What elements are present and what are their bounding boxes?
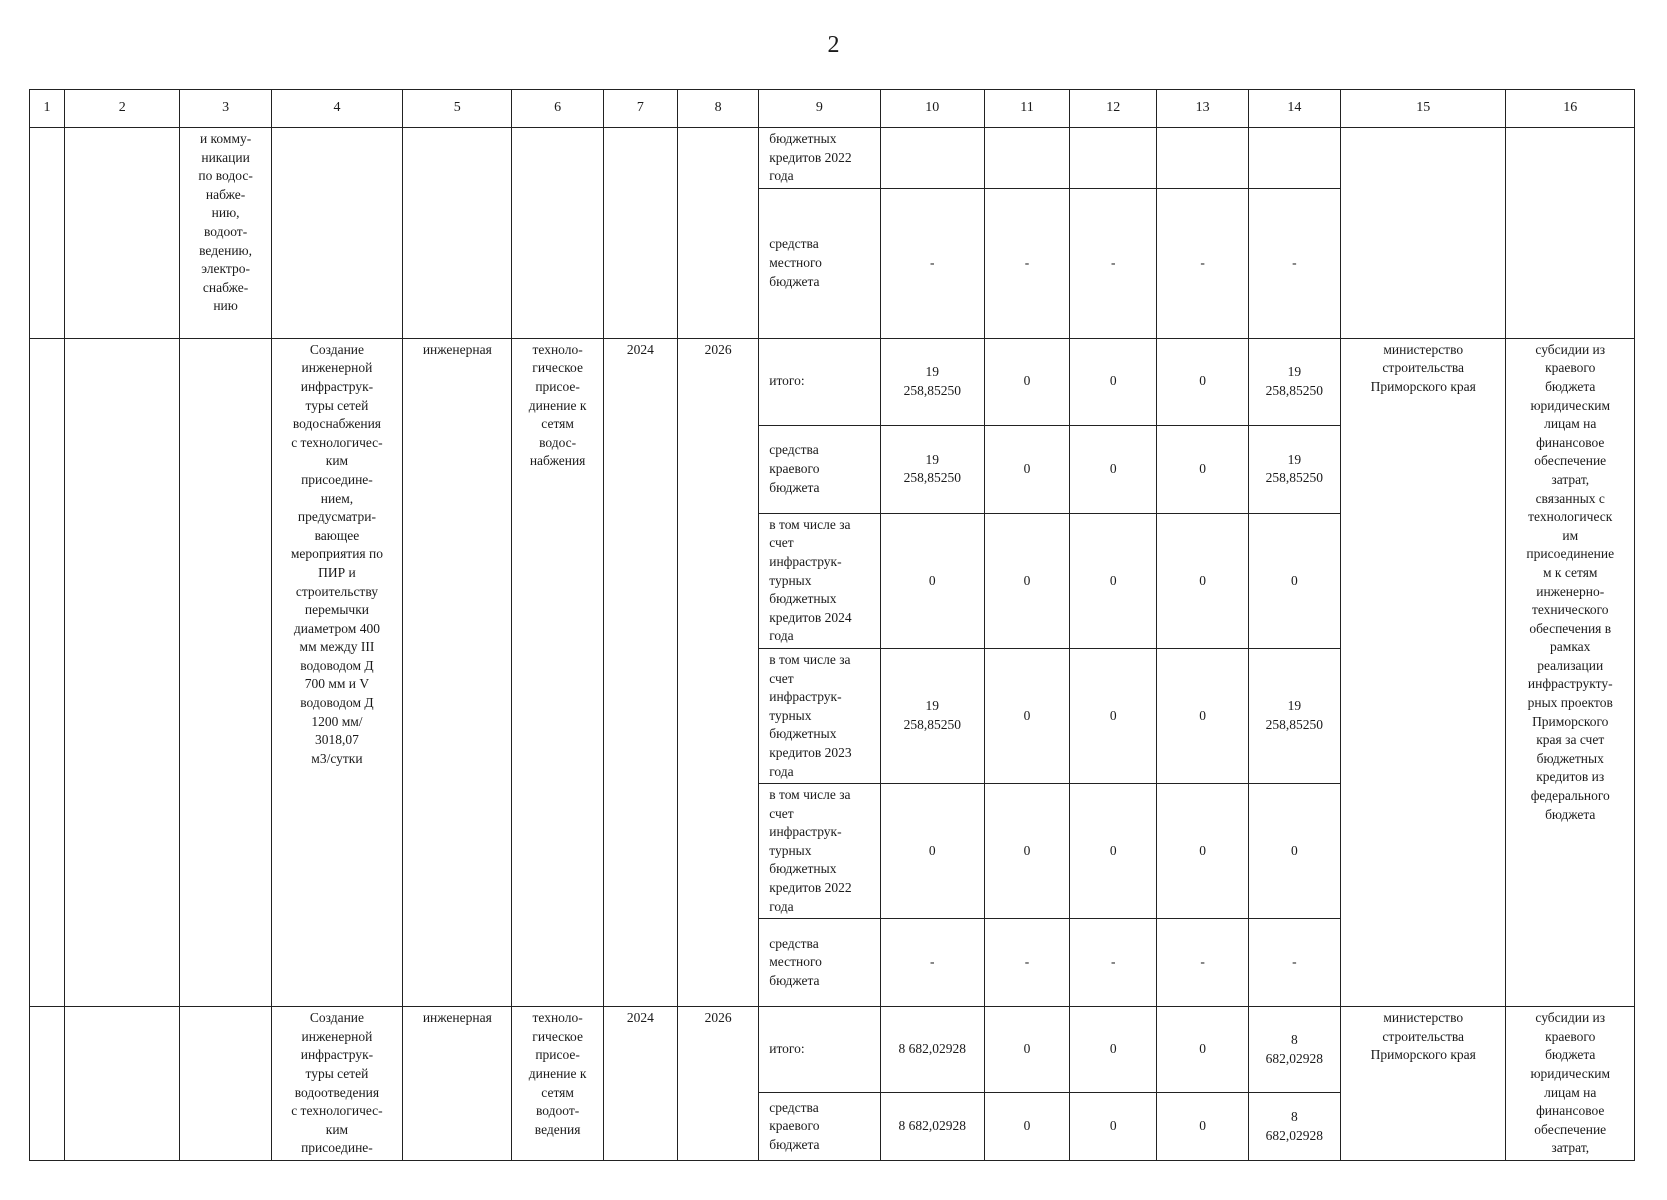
column-number: 13 — [1157, 90, 1248, 128]
column-number: 7 — [603, 90, 677, 128]
column-number: 1 — [30, 90, 65, 128]
object-name-continuation: и комму- никации по водос- набже- нию, водоот- ведению, электро- снабже- нию — [180, 128, 271, 339]
column-number: 14 — [1248, 90, 1340, 128]
cell-empty — [512, 128, 603, 339]
column-number: 11 — [984, 90, 1069, 128]
table-row — [30, 338, 1635, 425]
value-cell: 0 — [1248, 513, 1340, 648]
value-cell: - — [984, 188, 1069, 338]
value-cell: 0 — [984, 513, 1069, 648]
funding-source: средства краевого бюджета — [759, 425, 880, 513]
funding-source: бюджетных кредитов 2022 года — [759, 128, 880, 189]
value-cell: 0 — [984, 648, 1069, 783]
object-name: Создание инженерной инфраструк- туры сетей водоснабжения с технологичес- ким присоедине- нием, предусматри- вающее мероприятия по ПИР и строительству перемычки диаметром 400 мм между III водоводом Д 700 мм и V водоводом Д 1200 мм/ 3018,07 м3/сутки — [271, 338, 402, 1006]
value-cell: 19 258,85250 — [1248, 338, 1340, 425]
value-cell: 0 — [1070, 648, 1157, 783]
funding-source: итого: — [759, 338, 880, 425]
value-cell: 19 258,85250 — [1248, 425, 1340, 513]
value-cell: 0 — [984, 1007, 1069, 1093]
value-cell: 19 258,85250 — [880, 425, 984, 513]
cell-empty — [65, 338, 180, 1006]
value-cell: 0 — [1070, 513, 1157, 648]
value-cell: 19 258,85250 — [1248, 648, 1340, 783]
cell-empty — [30, 1007, 65, 1161]
value-cell: 0 — [1157, 338, 1248, 425]
cell-empty — [677, 128, 758, 339]
value-cell: 0 — [1248, 784, 1340, 919]
value-cell: - — [880, 919, 984, 1007]
end-year: 2026 — [677, 1007, 758, 1161]
value-cell: 8 682,02928 — [1248, 1093, 1340, 1161]
value-cell: 8 682,02928 — [1248, 1007, 1340, 1093]
start-year: 2024 — [603, 338, 677, 1006]
column-number: 15 — [1340, 90, 1506, 128]
cell-empty — [180, 1007, 271, 1161]
value-cell: 0 — [1157, 1093, 1248, 1161]
value-cell: 19 258,85250 — [880, 338, 984, 425]
funding-source: в том числе за счет инфраструк- турных бюджетных кредитов 2024 года — [759, 513, 880, 648]
column-number: 5 — [403, 90, 512, 128]
funding-source: средства местного бюджета — [759, 188, 880, 338]
value-cell: 0 — [984, 338, 1069, 425]
end-year: 2026 — [677, 338, 758, 1006]
column-number: 2 — [65, 90, 180, 128]
column-number: 6 — [512, 90, 603, 128]
table-row — [30, 128, 1635, 189]
cell-empty — [65, 1007, 180, 1161]
value-cell: 0 — [984, 425, 1069, 513]
project-purpose: техноло- гическое присое- динение к сетям водос- набжения — [512, 338, 603, 1006]
infrastructure-type: инженерная — [403, 338, 512, 1006]
column-number: 9 — [759, 90, 880, 128]
value-cell: 0 — [880, 784, 984, 919]
value-cell: 0 — [1157, 648, 1248, 783]
value-cell: - — [1070, 188, 1157, 338]
value-cell: - — [1157, 919, 1248, 1007]
funding-source: в том числе за счет инфраструк- турных бюджетных кредитов 2022 года — [759, 784, 880, 919]
funding-source: средства местного бюджета — [759, 919, 880, 1007]
value-cell: 19 258,85250 — [880, 648, 984, 783]
value-cell: 0 — [1070, 425, 1157, 513]
table-row — [30, 1007, 1635, 1093]
value-cell: 0 — [1157, 1007, 1248, 1093]
column-number: 4 — [271, 90, 402, 128]
value-cell — [984, 128, 1069, 189]
value-cell: 0 — [880, 513, 984, 648]
value-cell: 0 — [1070, 1007, 1157, 1093]
cell-empty — [30, 128, 65, 339]
value-cell: 0 — [1070, 1093, 1157, 1161]
cell-empty — [403, 128, 512, 339]
value-cell: - — [1248, 919, 1340, 1007]
value-cell — [880, 128, 984, 189]
value-cell: 8 682,02928 — [880, 1007, 984, 1093]
object-name: Создание инженерной инфраструк- туры сетей водоотведения с технологичес- ким присоедине- — [271, 1007, 402, 1161]
column-number: 3 — [180, 90, 271, 128]
column-number: 16 — [1506, 90, 1635, 128]
value-cell: - — [880, 188, 984, 338]
value-cell: - — [1157, 188, 1248, 338]
column-number: 12 — [1070, 90, 1157, 128]
column-number: 8 — [677, 90, 758, 128]
cell-empty — [30, 338, 65, 1006]
value-cell: 0 — [984, 784, 1069, 919]
responsible-executor: министерство строительства Приморского края — [1340, 338, 1506, 1006]
value-cell: 0 — [984, 1093, 1069, 1161]
value-cell: 0 — [1070, 784, 1157, 919]
financing-mechanism: субсидии из краевого бюджета юридическим лицам на финансовое обеспечение затрат, связанных с технологическ им присоединение м к сетям инженерно- технического обеспечения в рамках реализации инфраструкту- рных проектов Приморского края за счет бюджетных кредитов из федерального бюджета — [1506, 338, 1635, 1006]
budget-table — [29, 89, 1635, 1161]
financing-mechanism: субсидии из краевого бюджета юридическим лицам на финансовое обеспечение затрат, — [1506, 1007, 1635, 1161]
cell-empty — [603, 128, 677, 339]
column-number: 10 — [880, 90, 984, 128]
responsible-executor: министерство строительства Приморского края — [1340, 1007, 1506, 1161]
value-cell: - — [1248, 188, 1340, 338]
value-cell: - — [1070, 919, 1157, 1007]
value-cell: 0 — [1157, 784, 1248, 919]
value-cell: 0 — [1070, 338, 1157, 425]
cell-empty — [271, 128, 402, 339]
funding-source: средства краевого бюджета — [759, 1093, 880, 1161]
value-cell — [1157, 128, 1248, 189]
funding-source: итого: — [759, 1007, 880, 1093]
cell-empty — [180, 338, 271, 1006]
column-number-header-row — [30, 90, 1635, 128]
start-year: 2024 — [603, 1007, 677, 1161]
value-cell: 0 — [1157, 425, 1248, 513]
cell-empty — [1506, 128, 1635, 339]
page-number: 2 — [827, 32, 840, 58]
value-cell: - — [984, 919, 1069, 1007]
cell-empty — [1340, 128, 1506, 339]
value-cell — [1248, 128, 1340, 189]
value-cell: 0 — [1157, 513, 1248, 648]
cell-empty — [65, 128, 180, 339]
value-cell: 8 682,02928 — [880, 1093, 984, 1161]
funding-source: в том числе за счет инфраструк- турных бюджетных кредитов 2023 года — [759, 648, 880, 783]
project-purpose: техноло- гическое присое- динение к сетям водоот- ведения — [512, 1007, 603, 1161]
infrastructure-type: инженерная — [403, 1007, 512, 1161]
value-cell — [1070, 128, 1157, 189]
